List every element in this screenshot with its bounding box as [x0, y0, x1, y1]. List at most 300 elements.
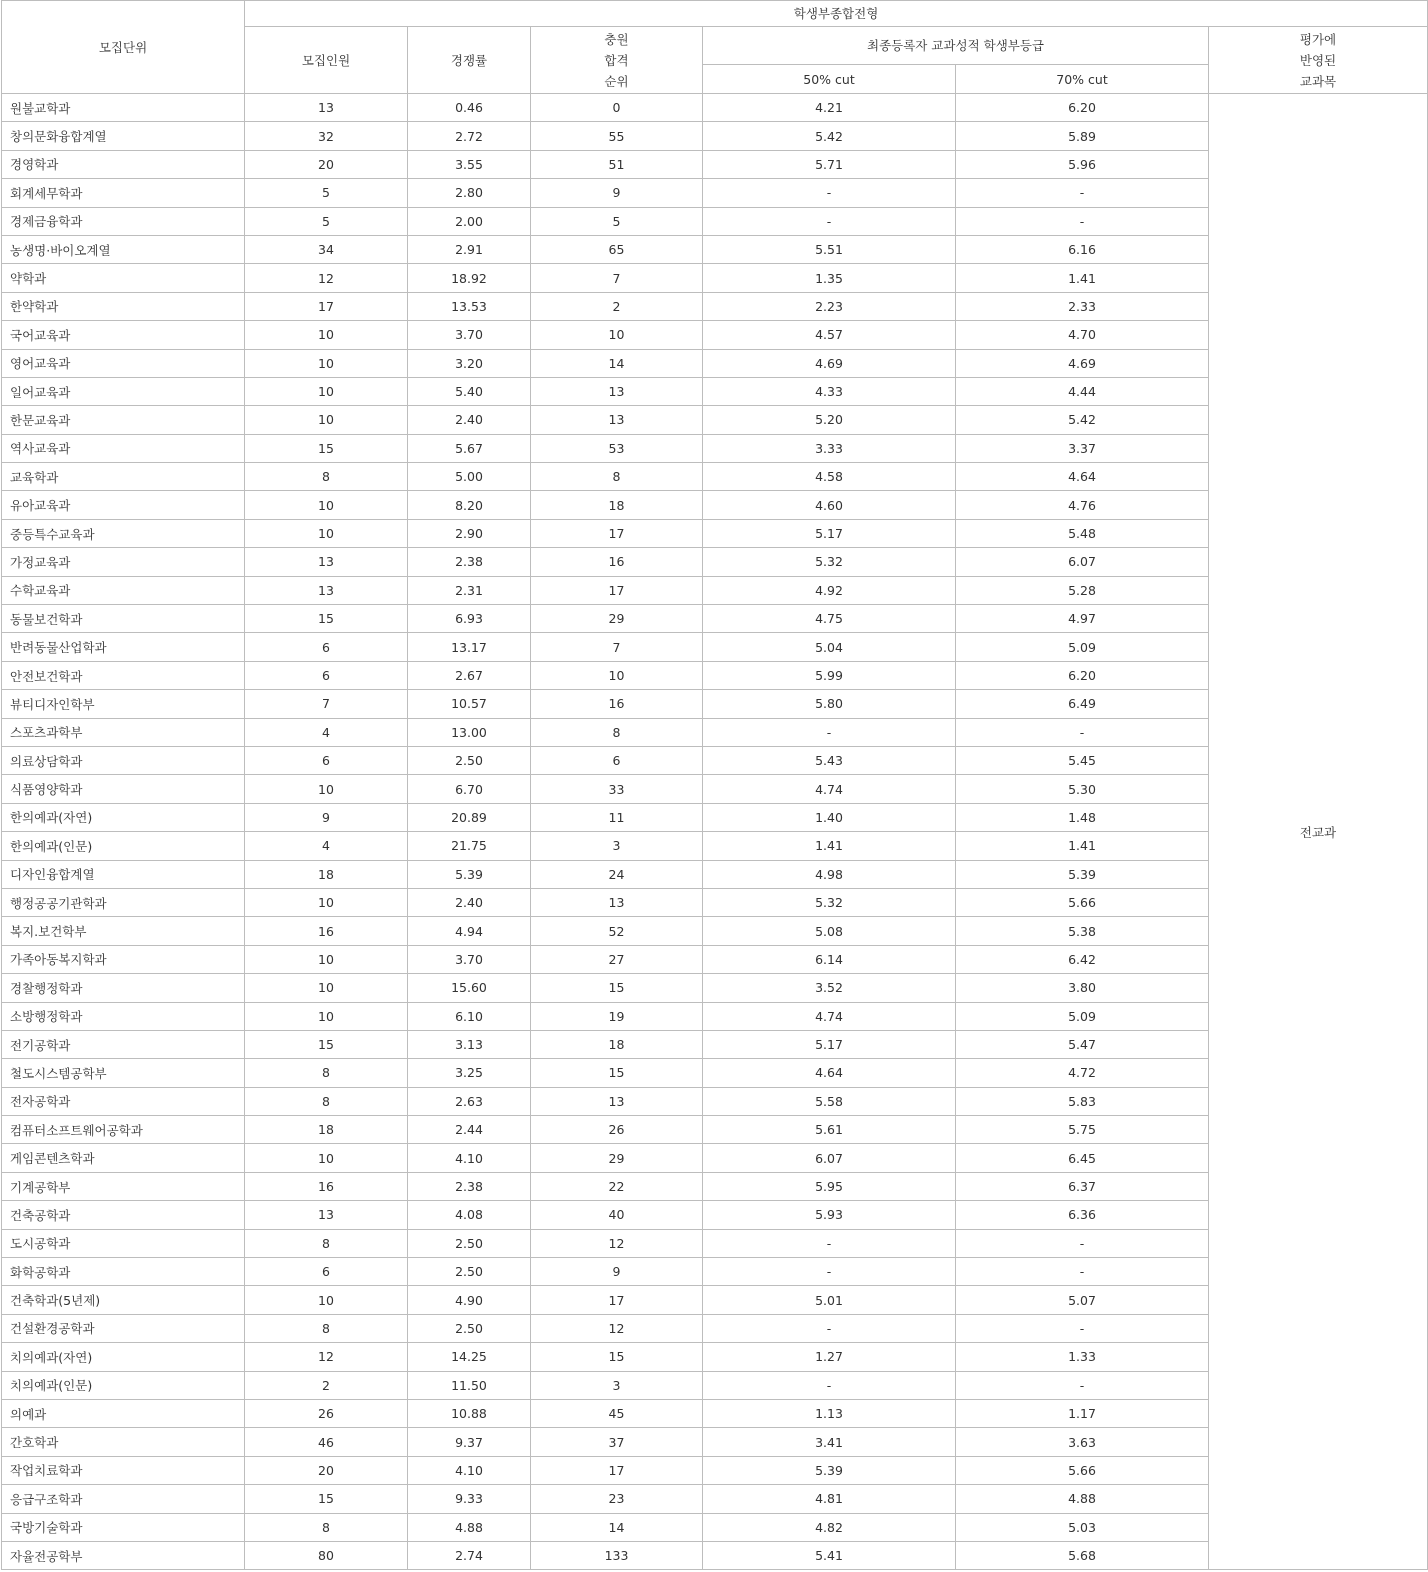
ratio-cell: 2.40: [408, 406, 531, 434]
unit-name-cell: 자율전공학부: [2, 1541, 245, 1569]
cut-70-cell: 6.16: [956, 235, 1209, 263]
ratio-cell: 14.25: [408, 1343, 531, 1371]
ratio-cell: 3.70: [408, 945, 531, 973]
header-grade-group: 최종등록자 교과성적 학생부등급: [703, 27, 1209, 65]
unit-name-cell: 기계공학부: [2, 1172, 245, 1200]
cut-70-cell: 5.66: [956, 888, 1209, 916]
cut-70-cell: 5.83: [956, 1087, 1209, 1115]
quota-cell: 2: [245, 1371, 408, 1399]
cut-50-cell: 6.07: [703, 1144, 956, 1172]
quota-cell: 10: [245, 491, 408, 519]
cut-70-cell: 1.33: [956, 1343, 1209, 1371]
cut-50-cell: 5.43: [703, 746, 956, 774]
ratio-cell: 5.39: [408, 860, 531, 888]
unit-name-cell: 수학교육과: [2, 576, 245, 604]
quota-cell: 46: [245, 1428, 408, 1456]
ratio-cell: 5.40: [408, 377, 531, 405]
header-unit: 모집단위: [2, 1, 245, 94]
cut-50-cell: 4.60: [703, 491, 956, 519]
cut-50-cell: -: [703, 1229, 956, 1257]
cut-70-cell: 1.41: [956, 264, 1209, 292]
quota-cell: 80: [245, 1541, 408, 1569]
cut-70-cell: -: [956, 718, 1209, 746]
ratio-cell: 5.67: [408, 434, 531, 462]
ratio-cell: 5.00: [408, 463, 531, 491]
cut-50-cell: 4.69: [703, 349, 956, 377]
unit-name-cell: 국방기술학과: [2, 1513, 245, 1541]
waitlist-rank-cell: 52: [531, 917, 703, 945]
quota-cell: 8: [245, 1059, 408, 1087]
waitlist-rank-cell: 29: [531, 1144, 703, 1172]
ratio-cell: 10.57: [408, 690, 531, 718]
ratio-cell: 4.88: [408, 1513, 531, 1541]
cut-70-cell: 4.70: [956, 321, 1209, 349]
cut-70-cell: 5.45: [956, 746, 1209, 774]
cut-70-cell: 5.89: [956, 122, 1209, 150]
cut-70-cell: 5.38: [956, 917, 1209, 945]
cut-50-cell: 2.23: [703, 292, 956, 320]
cut-50-cell: 5.39: [703, 1456, 956, 1484]
ratio-cell: 13.17: [408, 633, 531, 661]
waitlist-rank-cell: 11: [531, 803, 703, 831]
cut-50-cell: 4.21: [703, 94, 956, 122]
cut-70-cell: 1.41: [956, 832, 1209, 860]
waitlist-rank-cell: 45: [531, 1399, 703, 1427]
ratio-cell: 4.08: [408, 1201, 531, 1229]
cut-70-cell: -: [956, 1229, 1209, 1257]
unit-name-cell: 약학과: [2, 264, 245, 292]
ratio-cell: 3.70: [408, 321, 531, 349]
unit-name-cell: 건축공학과: [2, 1201, 245, 1229]
ratio-cell: 0.46: [408, 94, 531, 122]
quota-cell: 10: [245, 519, 408, 547]
waitlist-rank-cell: 2: [531, 292, 703, 320]
quota-cell: 5: [245, 207, 408, 235]
ratio-cell: 2.50: [408, 1258, 531, 1286]
quota-cell: 9: [245, 803, 408, 831]
header-cut-70: 70% cut: [956, 65, 1209, 94]
quota-cell: 34: [245, 235, 408, 263]
unit-name-cell: 동물보건학과: [2, 605, 245, 633]
cut-70-cell: 6.37: [956, 1172, 1209, 1200]
unit-name-cell: 식품영양학과: [2, 775, 245, 803]
waitlist-rank-cell: 16: [531, 548, 703, 576]
cut-70-cell: 6.20: [956, 94, 1209, 122]
waitlist-rank-cell: 27: [531, 945, 703, 973]
unit-name-cell: 복지.보건학부: [2, 917, 245, 945]
waitlist-rank-cell: 12: [531, 1314, 703, 1342]
cut-50-cell: 4.74: [703, 1002, 956, 1030]
ratio-cell: 6.93: [408, 605, 531, 633]
unit-name-cell: 응급구조학과: [2, 1485, 245, 1513]
header-competition-ratio: 경쟁률: [408, 27, 531, 94]
cut-70-cell: 5.09: [956, 633, 1209, 661]
cut-50-cell: 5.32: [703, 548, 956, 576]
waitlist-rank-cell: 133: [531, 1541, 703, 1569]
unit-name-cell: 스포츠과학부: [2, 718, 245, 746]
cut-50-cell: 1.13: [703, 1399, 956, 1427]
waitlist-rank-cell: 14: [531, 349, 703, 377]
cut-70-cell: 3.37: [956, 434, 1209, 462]
waitlist-rank-cell: 22: [531, 1172, 703, 1200]
cut-50-cell: 1.27: [703, 1343, 956, 1371]
ratio-cell: 3.13: [408, 1030, 531, 1058]
eval-subject-cell: 전교과: [1209, 94, 1428, 1570]
quota-cell: 15: [245, 1030, 408, 1058]
unit-name-cell: 행정공공기관학과: [2, 888, 245, 916]
quota-cell: 10: [245, 406, 408, 434]
cut-70-cell: 1.17: [956, 1399, 1209, 1427]
ratio-cell: 3.55: [408, 150, 531, 178]
cut-50-cell: 4.92: [703, 576, 956, 604]
cut-50-cell: 5.99: [703, 661, 956, 689]
unit-name-cell: 게임콘텐츠학과: [2, 1144, 245, 1172]
quota-cell: 26: [245, 1399, 408, 1427]
quota-cell: 7: [245, 690, 408, 718]
unit-name-cell: 화학공학과: [2, 1258, 245, 1286]
cut-70-cell: 5.07: [956, 1286, 1209, 1314]
cut-50-cell: -: [703, 1314, 956, 1342]
ratio-cell: 4.90: [408, 1286, 531, 1314]
ratio-cell: 2.50: [408, 1229, 531, 1257]
cut-70-cell: 5.30: [956, 775, 1209, 803]
cut-50-cell: 5.41: [703, 1541, 956, 1569]
quota-cell: 13: [245, 548, 408, 576]
cut-70-cell: 5.75: [956, 1116, 1209, 1144]
unit-name-cell: 전자공학과: [2, 1087, 245, 1115]
quota-cell: 16: [245, 917, 408, 945]
unit-name-cell: 작업치료학과: [2, 1456, 245, 1484]
cut-50-cell: 4.74: [703, 775, 956, 803]
quota-cell: 20: [245, 1456, 408, 1484]
ratio-cell: 4.10: [408, 1456, 531, 1484]
cut-50-cell: 4.75: [703, 605, 956, 633]
cut-70-cell: 6.42: [956, 945, 1209, 973]
unit-name-cell: 경찰행정학과: [2, 974, 245, 1002]
cut-50-cell: 4.57: [703, 321, 956, 349]
table-body: [2, 94, 1428, 1570]
unit-name-cell: 건축학과(5년제): [2, 1286, 245, 1314]
quota-cell: 10: [245, 349, 408, 377]
unit-name-cell: 농생명·바이오계열: [2, 235, 245, 263]
quota-cell: 10: [245, 945, 408, 973]
unit-name-cell: 한약학과: [2, 292, 245, 320]
waitlist-rank-cell: 15: [531, 1343, 703, 1371]
unit-name-cell: 국어교육과: [2, 321, 245, 349]
unit-name-cell: 반려동물산업학과: [2, 633, 245, 661]
cut-70-cell: 5.03: [956, 1513, 1209, 1541]
unit-name-cell: 안전보건학과: [2, 661, 245, 689]
waitlist-rank-cell: 13: [531, 888, 703, 916]
quota-cell: 10: [245, 888, 408, 916]
cut-70-cell: 5.47: [956, 1030, 1209, 1058]
quota-cell: 15: [245, 434, 408, 462]
ratio-cell: 21.75: [408, 832, 531, 860]
cut-70-cell: 6.20: [956, 661, 1209, 689]
ratio-cell: 6.70: [408, 775, 531, 803]
quota-cell: 15: [245, 1485, 408, 1513]
cut-70-cell: 4.88: [956, 1485, 1209, 1513]
ratio-cell: 2.67: [408, 661, 531, 689]
ratio-cell: 9.33: [408, 1485, 531, 1513]
unit-name-cell: 가정교육과: [2, 548, 245, 576]
unit-name-cell: 의예과: [2, 1399, 245, 1427]
cut-50-cell: 1.41: [703, 832, 956, 860]
cut-50-cell: 5.93: [703, 1201, 956, 1229]
waitlist-rank-cell: 3: [531, 832, 703, 860]
cut-50-cell: 3.41: [703, 1428, 956, 1456]
waitlist-rank-cell: 29: [531, 605, 703, 633]
ratio-cell: 2.74: [408, 1541, 531, 1569]
quota-cell: 12: [245, 1343, 408, 1371]
ratio-cell: 13.00: [408, 718, 531, 746]
quota-cell: 6: [245, 661, 408, 689]
unit-name-cell: 치의예과(인문): [2, 1371, 245, 1399]
ratio-cell: 2.50: [408, 1314, 531, 1342]
ratio-cell: 8.20: [408, 491, 531, 519]
unit-name-cell: 디자인융합계열: [2, 860, 245, 888]
quota-cell: 10: [245, 1144, 408, 1172]
ratio-cell: 10.88: [408, 1399, 531, 1427]
unit-name-cell: 간호학과: [2, 1428, 245, 1456]
quota-cell: 12: [245, 264, 408, 292]
unit-name-cell: 건설환경공학과: [2, 1314, 245, 1342]
ratio-cell: 2.31: [408, 576, 531, 604]
ratio-cell: 6.10: [408, 1002, 531, 1030]
cut-70-cell: 4.64: [956, 463, 1209, 491]
cut-50-cell: 1.35: [703, 264, 956, 292]
quota-cell: 8: [245, 1229, 408, 1257]
unit-name-cell: 회계세무학과: [2, 179, 245, 207]
cut-70-cell: 5.09: [956, 1002, 1209, 1030]
cut-50-cell: 4.33: [703, 377, 956, 405]
ratio-cell: 2.38: [408, 548, 531, 576]
waitlist-rank-cell: 7: [531, 633, 703, 661]
waitlist-rank-cell: 37: [531, 1428, 703, 1456]
admission-results-table: [1, 0, 1428, 1570]
ratio-cell: 13.53: [408, 292, 531, 320]
quota-cell: 10: [245, 1286, 408, 1314]
unit-name-cell: 한의예과(인문): [2, 832, 245, 860]
cut-70-cell: 5.39: [956, 860, 1209, 888]
cut-50-cell: -: [703, 207, 956, 235]
ratio-cell: 2.90: [408, 519, 531, 547]
unit-name-cell: 도시공학과: [2, 1229, 245, 1257]
quota-cell: 10: [245, 775, 408, 803]
waitlist-rank-cell: 23: [531, 1485, 703, 1513]
cut-50-cell: 5.01: [703, 1286, 956, 1314]
unit-name-cell: 소방행정학과: [2, 1002, 245, 1030]
quota-cell: 4: [245, 832, 408, 860]
quota-cell: 8: [245, 1314, 408, 1342]
cut-50-cell: -: [703, 718, 956, 746]
waitlist-rank-cell: 10: [531, 661, 703, 689]
cut-50-cell: 5.08: [703, 917, 956, 945]
cut-70-cell: 2.33: [956, 292, 1209, 320]
quota-cell: 18: [245, 1116, 408, 1144]
quota-cell: 15: [245, 605, 408, 633]
waitlist-rank-cell: 24: [531, 860, 703, 888]
unit-name-cell: 가족아동복지학과: [2, 945, 245, 973]
ratio-cell: 2.38: [408, 1172, 531, 1200]
unit-name-cell: 한의예과(자연): [2, 803, 245, 831]
cut-70-cell: 5.28: [956, 576, 1209, 604]
unit-name-cell: 교육학과: [2, 463, 245, 491]
waitlist-rank-cell: 7: [531, 264, 703, 292]
cut-70-cell: 6.45: [956, 1144, 1209, 1172]
cut-50-cell: 5.61: [703, 1116, 956, 1144]
waitlist-rank-cell: 13: [531, 1087, 703, 1115]
unit-name-cell: 치의예과(자연): [2, 1343, 245, 1371]
unit-name-cell: 창의문화융합계열: [2, 122, 245, 150]
waitlist-rank-cell: 13: [531, 406, 703, 434]
cut-50-cell: 4.64: [703, 1059, 956, 1087]
unit-name-cell: 전기공학과: [2, 1030, 245, 1058]
ratio-cell: 4.94: [408, 917, 531, 945]
cut-50-cell: 4.98: [703, 860, 956, 888]
waitlist-rank-cell: 18: [531, 491, 703, 519]
unit-name-cell: 유아교육과: [2, 491, 245, 519]
unit-name-cell: 경제금융학과: [2, 207, 245, 235]
cut-70-cell: 5.96: [956, 150, 1209, 178]
cut-70-cell: 6.49: [956, 690, 1209, 718]
cut-50-cell: -: [703, 1371, 956, 1399]
ratio-cell: 2.40: [408, 888, 531, 916]
waitlist-rank-cell: 40: [531, 1201, 703, 1229]
cut-70-cell: -: [956, 1258, 1209, 1286]
quota-cell: 8: [245, 463, 408, 491]
waitlist-rank-cell: 16: [531, 690, 703, 718]
ratio-cell: 2.80: [408, 179, 531, 207]
waitlist-rank-cell: 5: [531, 207, 703, 235]
cut-50-cell: 5.17: [703, 519, 956, 547]
quota-cell: 6: [245, 1258, 408, 1286]
quota-cell: 10: [245, 321, 408, 349]
unit-name-cell: 영어교육과: [2, 349, 245, 377]
quota-cell: 8: [245, 1087, 408, 1115]
cut-50-cell: 3.33: [703, 434, 956, 462]
ratio-cell: 2.63: [408, 1087, 531, 1115]
cut-50-cell: 3.52: [703, 974, 956, 1002]
ratio-cell: 15.60: [408, 974, 531, 1002]
quota-cell: 5: [245, 179, 408, 207]
ratio-cell: 3.25: [408, 1059, 531, 1087]
unit-name-cell: 철도시스템공학부: [2, 1059, 245, 1087]
cut-50-cell: 5.95: [703, 1172, 956, 1200]
quota-cell: 4: [245, 718, 408, 746]
quota-cell: 13: [245, 1201, 408, 1229]
quota-cell: 6: [245, 633, 408, 661]
waitlist-rank-cell: 14: [531, 1513, 703, 1541]
ratio-cell: 2.44: [408, 1116, 531, 1144]
waitlist-rank-cell: 8: [531, 463, 703, 491]
cut-70-cell: 5.68: [956, 1541, 1209, 1569]
waitlist-rank-cell: 53: [531, 434, 703, 462]
table-row: [2, 94, 1428, 122]
cut-70-cell: -: [956, 1371, 1209, 1399]
unit-name-cell: 원불교학과: [2, 94, 245, 122]
cut-50-cell: 5.71: [703, 150, 956, 178]
cut-70-cell: -: [956, 1314, 1209, 1342]
cut-50-cell: 4.58: [703, 463, 956, 491]
quota-cell: 16: [245, 1172, 408, 1200]
cut-50-cell: 5.42: [703, 122, 956, 150]
unit-name-cell: 컴퓨터소프트웨어공학과: [2, 1116, 245, 1144]
cut-50-cell: 4.82: [703, 1513, 956, 1541]
header-quota: 모집인원: [245, 27, 408, 94]
cut-50-cell: 5.04: [703, 633, 956, 661]
quota-cell: 6: [245, 746, 408, 774]
waitlist-rank-cell: 17: [531, 1286, 703, 1314]
cut-70-cell: 5.42: [956, 406, 1209, 434]
waitlist-rank-cell: 0: [531, 94, 703, 122]
cut-70-cell: 1.48: [956, 803, 1209, 831]
unit-name-cell: 역사교육과: [2, 434, 245, 462]
cut-70-cell: -: [956, 207, 1209, 235]
waitlist-rank-cell: 51: [531, 150, 703, 178]
waitlist-rank-cell: 6: [531, 746, 703, 774]
cut-50-cell: 5.32: [703, 888, 956, 916]
header-admission-type: 학생부종합전형: [245, 1, 1428, 27]
unit-name-cell: 경영학과: [2, 150, 245, 178]
waitlist-rank-cell: 19: [531, 1002, 703, 1030]
cut-70-cell: 3.80: [956, 974, 1209, 1002]
cut-70-cell: 4.44: [956, 377, 1209, 405]
quota-cell: 13: [245, 576, 408, 604]
unit-name-cell: 한문교육과: [2, 406, 245, 434]
cut-70-cell: 3.63: [956, 1428, 1209, 1456]
waitlist-rank-cell: 33: [531, 775, 703, 803]
ratio-cell: 2.00: [408, 207, 531, 235]
waitlist-rank-cell: 55: [531, 122, 703, 150]
quota-cell: 17: [245, 292, 408, 320]
ratio-cell: 2.50: [408, 746, 531, 774]
waitlist-rank-cell: 15: [531, 974, 703, 1002]
cut-70-cell: 4.72: [956, 1059, 1209, 1087]
cut-70-cell: 6.07: [956, 548, 1209, 576]
quota-cell: 10: [245, 974, 408, 1002]
ratio-cell: 20.89: [408, 803, 531, 831]
cut-50-cell: 5.80: [703, 690, 956, 718]
cut-70-cell: 4.97: [956, 605, 1209, 633]
cut-50-cell: 5.17: [703, 1030, 956, 1058]
unit-name-cell: 중등특수교육과: [2, 519, 245, 547]
ratio-cell: 2.91: [408, 235, 531, 263]
cut-70-cell: 4.69: [956, 349, 1209, 377]
cut-50-cell: 1.40: [703, 803, 956, 831]
cut-70-cell: 4.76: [956, 491, 1209, 519]
ratio-cell: 11.50: [408, 1371, 531, 1399]
quota-cell: 20: [245, 150, 408, 178]
quota-cell: 10: [245, 377, 408, 405]
waitlist-rank-cell: 17: [531, 576, 703, 604]
cut-50-cell: 6.14: [703, 945, 956, 973]
ratio-cell: 4.10: [408, 1144, 531, 1172]
quota-cell: 10: [245, 1002, 408, 1030]
cut-70-cell: -: [956, 179, 1209, 207]
waitlist-rank-cell: 26: [531, 1116, 703, 1144]
header-eval-subjects: 평가에 반영된 교과목: [1209, 27, 1428, 94]
ratio-cell: 18.92: [408, 264, 531, 292]
cut-70-cell: 6.36: [956, 1201, 1209, 1229]
cut-50-cell: 5.20: [703, 406, 956, 434]
waitlist-rank-cell: 17: [531, 519, 703, 547]
quota-cell: 13: [245, 94, 408, 122]
quota-cell: 18: [245, 860, 408, 888]
cut-50-cell: -: [703, 1258, 956, 1286]
ratio-cell: 9.37: [408, 1428, 531, 1456]
waitlist-rank-cell: 15: [531, 1059, 703, 1087]
